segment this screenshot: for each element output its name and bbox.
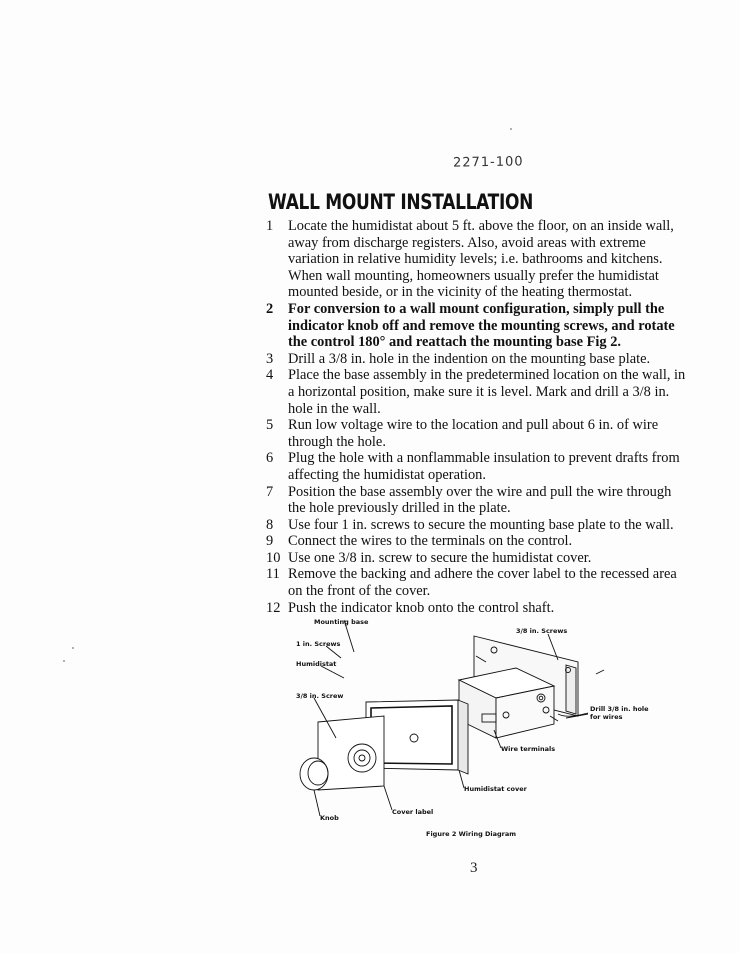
cover-label [318,716,384,790]
step-number: 2 [266,300,274,317]
step-number: 6 [266,450,274,467]
label-three-eighths-screw: 3/8 in. Screw [296,692,344,700]
scan-speck [72,647,74,649]
figure-caption: Figure 2 Wiring Diagram [426,830,517,838]
label-three-eighths-screws: 3/8 in. Screws [516,627,568,635]
step-item [266,517,686,534]
wiring-diagram-figure [296,618,676,850]
step-number: 3 [266,350,274,367]
step-item [266,367,686,417]
step-text: Drill a 3/8 in. hole in the indention on the mounting base plate. [288,350,651,367]
step-text: Locate the humidistat about 5 ft. above the floor, on an inside wall, away from discharge registers. Also, avoid areas with extreme variation in relative humidity levels; i.e. bathrooms and kitchens. When wall mounting, homeowners usually prefer the humidistat mounted beside, or in the vicinity of the heating thermostat. [288,218,674,301]
step-item [266,450,686,483]
step-item [266,484,686,517]
step-text: Run low voltage wire to the location and pull about 6 in. of wire through the hole. [288,417,659,450]
step-number: 5 [266,417,274,434]
step-number: 7 [266,483,274,500]
step-text: Push the indicator knob onto the control shaft. [288,599,555,616]
step-number: 10 [266,549,281,566]
step-item [266,218,686,301]
page-number: 3 [470,860,478,876]
section-heading: WALL MOUNT INSTALLATION [268,190,534,215]
step-text: Position the base assembly over the wire and pull the wire through the hole previously drilled in the plate. [288,483,672,517]
label-humidistat: Humidistat [296,660,337,668]
label-knob: Knob [320,814,339,822]
step-text: Use four 1 in. screws to secure the mounting base plate to the wall. [288,516,674,533]
step-text: Place the base assembly in the predetermined location on the wall, in a horizontal position, make sure it is level. Mark and drill a 3/8 in. hole in the wall. [288,367,686,417]
step-item [266,533,686,550]
label-wire-terminals: Wire terminals [501,745,556,753]
step-text: Remove the backing and adhere the cover label to the recessed area on the front of the cover. [288,566,677,600]
label-drill-hole-2: for wires [590,713,623,721]
step-item [266,351,686,368]
label-humidistat-cover: Humidistat cover [464,785,527,793]
step-number: 1 [266,218,274,234]
step-number: 11 [266,566,280,583]
label-drill-hole-1: Drill 3/8 in. hole [590,705,649,713]
label-mounting-base: Mounting base [314,618,369,626]
step-item [266,600,686,617]
step-text: Plug the hole with a nonflammable insulation to prevent drafts from affecting the humidistat operation. [288,450,680,483]
step-item [266,566,686,599]
label-cover-label: Cover label [392,808,434,816]
instruction-list [266,218,686,616]
label-one-in-screws: 1 in. Screws [296,640,341,648]
step-item [266,417,686,450]
scan-speck [510,128,512,130]
handwritten-note: 2271-100 [452,154,524,171]
step-number: 9 [266,533,274,550]
step-text: For conversion to a wall mount configuration, simply pull the indicator knob off and remove the mounting screws, and rotate the control 180° and reattach the mounting base Fig 2. [288,300,675,351]
step-number: 4 [266,367,274,384]
scan-speck [63,660,65,662]
step-number: 8 [266,516,274,533]
step-text: Connect the wires to the terminals on the control. [288,533,573,550]
step-number: 12 [266,599,281,616]
step-item [266,550,686,567]
step-text: Use one 3/8 in. screw to secure the humidistat cover. [288,549,592,566]
step-item [266,301,686,351]
